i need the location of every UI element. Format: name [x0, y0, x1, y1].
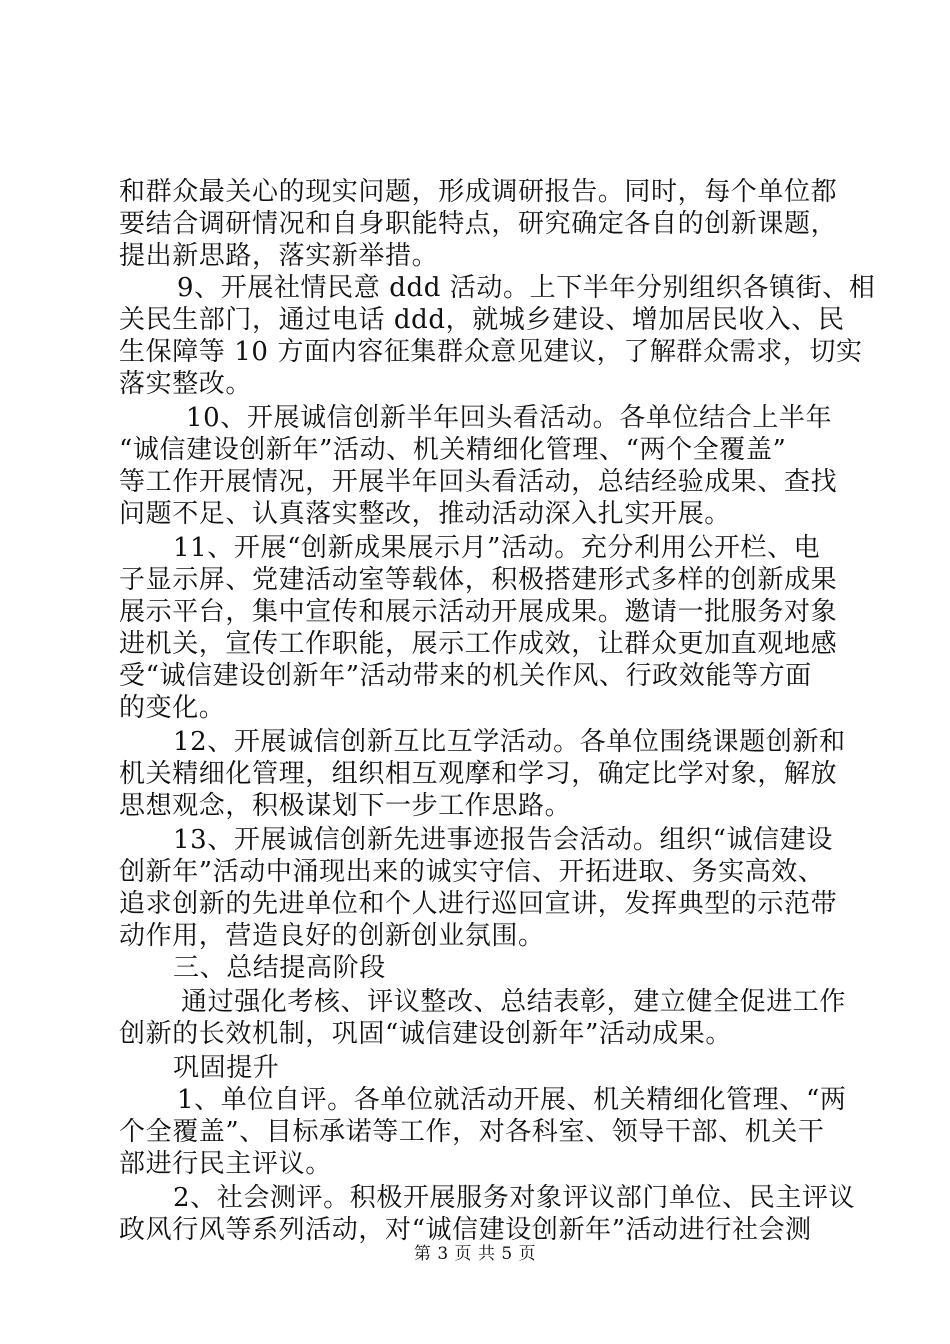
text-line: 等工作开展情况，开展半年回头看活动，总结经验成果、查找: [119, 467, 838, 497]
text-line: 提出新思路，落实新举措。: [119, 241, 439, 271]
text-line: 2、社会测评。积极开展服务对象评议部门单位、民主评议: [173, 1183, 856, 1213]
text-line: 部进行民主评议。: [119, 1149, 332, 1179]
text-line: 机关精细化管理，组织相互观摩和学习，确定比学对象，解放: [119, 759, 838, 789]
subheading: 巩固提升: [173, 1053, 280, 1083]
text-line: 追求创新的先进单位和个人进行巡回宣讲，发挥典型的示范带: [119, 889, 838, 919]
text-line: 1、单位自评。各单位就活动开展、机关精细化管理、“两: [177, 1085, 847, 1115]
text-line: 问题不足、认真落实整改，推动活动深入扎实开展。: [119, 499, 731, 529]
text-line: 11、开展“创新成果展示月”活动。充分利用公开栏、电: [173, 533, 821, 563]
text-line: 动作用，营造良好的创新创业氛围。: [119, 921, 545, 951]
text-line: 10、开展诚信创新半年回头看活动。各单位结合上半年: [186, 403, 833, 433]
text-line: 子显示屏、党建活动室等载体，积极搭建形式多样的创新成果: [119, 565, 838, 595]
text-line: 的变化。: [119, 693, 226, 723]
text-line: 要结合调研情况和自身职能特点，研究确定各自的创新课题，: [119, 209, 838, 239]
text-line: 政风行风等系列活动，对“诚信建设创新年”活动进行社会测: [119, 1215, 812, 1245]
text-line: 13、开展诚信创新先进事迹报告会活动。组织“诚信建设: [173, 825, 833, 855]
text-line: 12、开展诚信创新互比互学活动。各单位围绕课题创新和: [173, 727, 846, 757]
text-line: 展示平台，集中宣传和展示活动开展成果。邀请一批服务对象: [119, 597, 838, 627]
section-heading: 三、总结提高阶段: [173, 953, 386, 983]
text-line: 9、开展社情民意 ddd 活动。上下半年分别组织各镇街、相: [177, 273, 876, 303]
text-line: 落实整改。: [119, 369, 253, 399]
text-line: “诚信建设创新年”活动、机关精细化管理、“两个全覆盖”: [119, 435, 787, 465]
text-line: 关民生部门，通过电话 ddd，就城乡建设、增加居民收入、民: [119, 305, 845, 335]
text-line: 创新的长效机制，巩固“诚信建设创新年”活动成果。: [119, 1019, 732, 1049]
text-line: 个全覆盖”、目标承诺等工作，对各科室、领导干部、机关干: [119, 1117, 825, 1147]
text-line: 生保障等 10 方面内容征集群众意见建议，了解群众需求，切实: [119, 337, 863, 367]
text-line: 和群众最关心的现实问题，形成调研报告。同时，每个单位都: [119, 177, 838, 207]
text-line: 进机关，宣传工作职能，展示工作成效，让群众更加直观地感: [119, 629, 838, 659]
text-line: 受“诚信建设创新年”活动带来的机关作风、行政效能等方面: [119, 661, 812, 691]
text-line: 思想观念，积极谋划下一步工作思路。: [119, 791, 572, 821]
page-number-footer: 第 3 页 共 5 页: [413, 1244, 537, 1264]
text-line: 通过强化考核、评议整改、总结表彰，建立健全促进工作: [181, 987, 847, 1017]
text-line: 创新年”活动中涌现出来的诚实守信、开拓进取、务实高效、: [119, 857, 825, 887]
